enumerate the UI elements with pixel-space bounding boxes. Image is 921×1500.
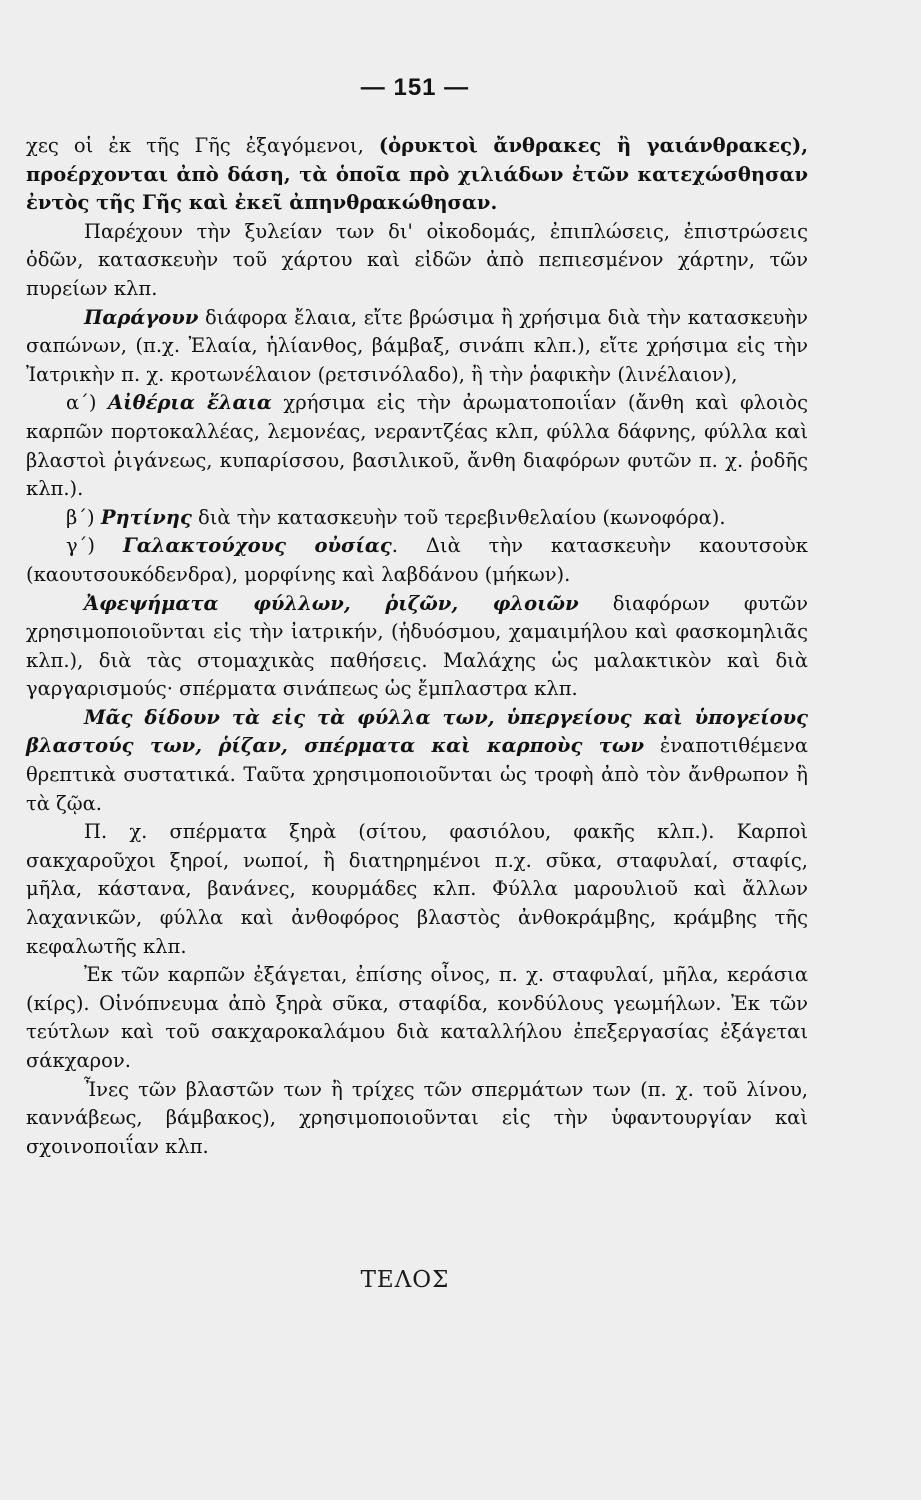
page-number: — 151 — (360, 74, 470, 101)
text-run: . Διὰ τὴν κατασκευὴν καουτσοὺκ (καουτσουκόδενδρα), μορφίνης καὶ λαβδάνου (μήκων). (26, 534, 808, 586)
text-run: ἐναποτιθέμενα θρεπτικὰ συστατικά. Ταῦτα χρησιμοποιοῦνται ὡς τροφὴ ἀπὸ τὸν ἄνθρωπον ἢ τὰ ζῷα. (26, 734, 808, 815)
text-run: Παρέχουν τὴν ξυλείαν των δι' οἰκοδομάς, ἐπιπλώσεις, ἐπιστρώσεις ὁδῶν, κατασκευὴν τοῦ χάρτου καὶ εἰδῶν ἀπὸ πεπιεσμένον χάρτην, τῶν πυρείων κλπ. (26, 219, 808, 300)
end-marker: ΤΕΛΟΣ (360, 1267, 450, 1293)
emphasis-run: Ἀφεψήματα φύλλων, ῥιζῶν, φλοιῶν (84, 591, 579, 615)
list-marker: β΄) (66, 505, 101, 529)
body-text (26, 132, 808, 1161)
emphasis-run: Αἰθέρια ἔλαια (108, 391, 272, 415)
paragraph-2 (26, 218, 808, 304)
emphasis-run: Μᾶς δίδουν τὰ εἰς τὰ φύλλα των, ὑπεργείους καὶ ὑπογείους βλαστούς των, ῥίζαν, σπέρματα καὶ καρποὺς των (26, 705, 808, 758)
paragraph-9 (26, 818, 808, 961)
paragraph-7 (26, 590, 808, 704)
text-run: Π. χ. σπέρματα ξηρὰ (σίτου, φασιόλου, φακῆς κλπ.). Καρποὶ σακχαροῦχοι ξηροί, νωποί, ἢ διατηρημένοι π.χ. σῦκα, σταφυλαί, σταφίς, μῆλα, κάστανα, βανάνες, κουρμάδες κλπ. Φύλλα μαρουλιοῦ καὶ ἄλλων λαχανικῶν, φύλλα καὶ ἀνθοφόρος βλαστὸς ἀνθοκράμβης, κράμβης τῆς κεφαλωτῆς κλπ. (26, 820, 808, 958)
text-run: Ἐκ τῶν καρπῶν ἐξάγεται, ἐπίσης οἶνος, π. χ. σταφυλαί, μῆλα, κεράσια (κίρς). Οἰνόπνευμα ἀπὸ ξηρὰ σῦκα, σταφίδα, κονδύλους γεωμήλων. Ἐκ τῶν τεύτλων καὶ τοῦ σακχαροκαλάμου διὰ καταλλήλου ἐπεξεργασίας ἐξάγεται σάκχαρον. (26, 963, 808, 1072)
paragraph-4 (26, 389, 808, 503)
emphasis-run: Ρητίνης (100, 505, 192, 529)
paragraph-6 (26, 532, 808, 589)
text-run: διαφόρων φυτῶν χρησιμοποιοῦνται εἰς τὴν ἰατρικήν, (ἡδυόσμου, χαμαιμήλου καὶ φασκομηλιᾶς κλπ.), διὰ τὰς στομαχικὰς παθήσεις. Μαλάχης ὡς μαλακτικὸν καὶ διὰ γαργαρισμούς· σπέρματα σινάπεως ὡς ἔμπλαστρα κλπ. (26, 591, 808, 701)
paragraph-8 (26, 704, 808, 818)
paragraph-5 (26, 504, 808, 533)
text-run: (ὀρυκτοὶ ἄνθρακες ἢ γαιάνθρακες), προέρχονται ἀπὸ δάση, τὰ ὁποῖα πρὸ χιλιάδων ἐτῶν κατεχώσθησαν ἐντὸς τῆς Γῆς καὶ ἐκεῖ ἀπηνθρακώθησαν. (26, 134, 808, 215)
text-run: χες οἱ ἐκ τῆς Γῆς ἐξαγόμενοι, (26, 134, 379, 157)
text-run: Ἶνες τῶν βλαστῶν των ἢ τρίχες τῶν σπερμάτων των (π. χ. τοῦ λίνου, καννάβεως, βάμβακος), χρησιμοποιοῦνται εἰς τὴν ὑφαντουργίαν καὶ σχοινοποιΐαν κλπ. (26, 1077, 808, 1158)
list-marker: α΄) (66, 391, 109, 415)
emphasis-run: Γαλακτούχους οὐσίας (122, 534, 392, 558)
paragraph-3 (26, 304, 808, 390)
emphasis-run: Παράγουν (84, 305, 199, 329)
text-run: χρήσιμα εἰς τὴν ἀρωματοποιΐαν (ἄνθη καὶ φλοιὸς καρπῶν πορτοκαλλέας, λεμονέας, νεραντζέας κλπ, φύλλα δάφνης, φύλλα καὶ βλαστοὶ ῥιγάνεως, κυπαρίσσου, βασιλικοῦ, ἄνθη διαφόρων φυτῶν π. χ. ῥοδῆς κλπ.). (26, 391, 809, 501)
list-marker: γ΄) (66, 534, 123, 558)
text-run: διὰ τὴν κατασκευὴν τοῦ τερεβινθελαίου (κωνοφόρα). (191, 505, 726, 529)
paragraph-10 (26, 961, 808, 1075)
paragraph-11 (26, 1076, 808, 1162)
text-run: διάφορα ἔλαια, εἴτε βρώσιμα ἢ χρήσιμα διὰ τὴν κατασκευὴν σαπώνων, (π.χ. Ἐλαία, ἡλίανθος, βάμβαξ, σινάπι κλπ.), εἴτε χρήσιμα εἰς τὴν Ἰατρικὴν π. χ. κροτωνέλαιον (ρετσινόλαδο), ἢ τὴν ῥαφικὴν (λινέλαιον), (26, 305, 808, 386)
paragraph-1 (26, 132, 808, 218)
